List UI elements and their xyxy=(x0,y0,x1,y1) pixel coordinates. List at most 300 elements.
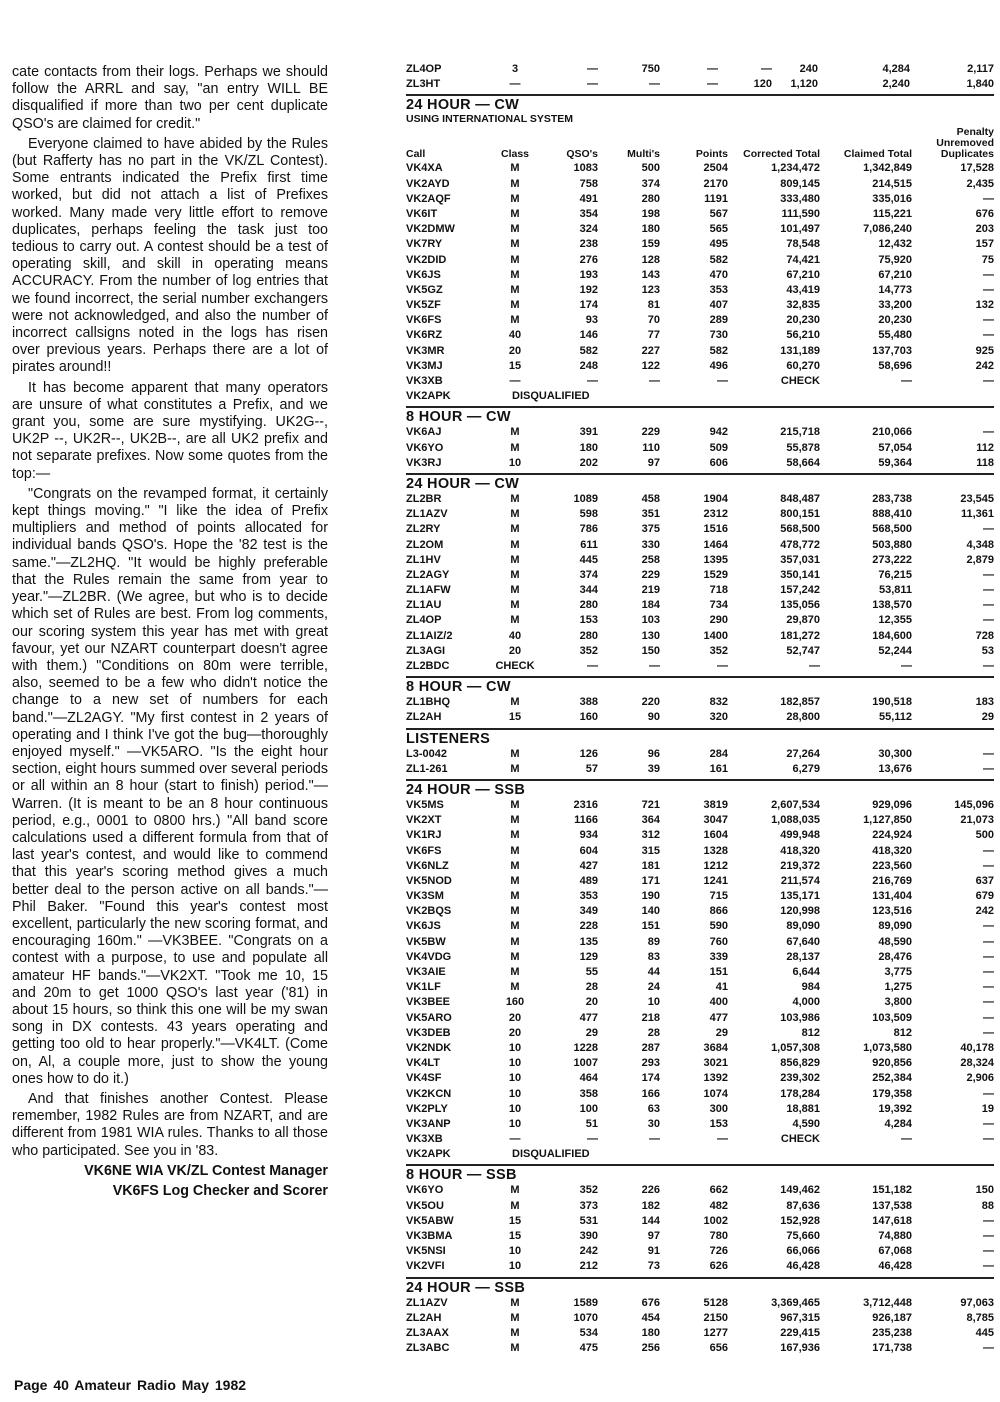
corrected-total-cell: 157,242 xyxy=(780,584,820,597)
qso-cell: 93 xyxy=(585,314,598,327)
penalty-cell: 53 xyxy=(981,644,994,657)
claimed-total-cell: 216,769 xyxy=(872,874,912,887)
claimed-total-cell: 252,384 xyxy=(872,1072,912,1085)
table-row xyxy=(406,538,994,553)
table-row xyxy=(406,237,994,252)
corrected-total-cell: 219,372 xyxy=(780,859,820,872)
points-cell: 2170 xyxy=(703,177,728,190)
table-row xyxy=(406,1071,994,1086)
corrected-total-cell: 67,640 xyxy=(786,935,820,948)
points-cell: 161 xyxy=(709,762,728,775)
class-cell: M xyxy=(510,905,520,918)
multipliers-cell: 220 xyxy=(641,696,660,709)
penalty-cell: — xyxy=(983,1011,994,1024)
section-title: 24 HOUR — SSB xyxy=(406,781,526,798)
table-row xyxy=(406,568,994,583)
column-header: Corrected Total xyxy=(743,148,820,161)
points-cell: 1392 xyxy=(703,1072,728,1085)
points-cell: 1464 xyxy=(703,538,728,551)
call-cell: VK4VDG xyxy=(406,950,452,963)
multipliers-cell: 63 xyxy=(647,1102,660,1115)
qso-cell: 160 xyxy=(579,711,598,724)
call-cell: VK5ARO xyxy=(406,1011,452,1024)
section-title: 24 HOUR — CW xyxy=(406,97,520,114)
claimed-total-cell: 59,364 xyxy=(878,456,912,469)
multipliers-cell: 110 xyxy=(642,441,660,454)
column-header: Multi's xyxy=(627,148,660,161)
points-cell: 153 xyxy=(709,1117,728,1130)
qso-cell: 786 xyxy=(579,523,598,536)
call-cell: VK2NDK xyxy=(406,1041,452,1054)
claimed-total-cell: 55,480 xyxy=(878,329,912,342)
qso-cell: 180 xyxy=(579,441,598,454)
penalty-cell: — xyxy=(983,329,994,342)
qso-cell: 374 xyxy=(579,568,598,581)
penalty-cell: — xyxy=(983,614,994,627)
corrected-total-cell: 1,057,308 xyxy=(771,1041,820,1054)
claimed-total-cell: 33,200 xyxy=(878,299,912,312)
qso-cell: 1589 xyxy=(573,1296,598,1309)
multipliers-cell: 180 xyxy=(641,1326,660,1339)
table-row xyxy=(406,161,994,176)
qso-cell: 238 xyxy=(579,238,598,251)
class-cell: M xyxy=(510,207,520,220)
penalty-cell: 23,545 xyxy=(960,492,994,505)
signature-line: VK6NE WIA VK/ZL Contest Manager xyxy=(84,1162,328,1179)
table-row xyxy=(406,995,994,1010)
claimed-total-cell: 210,066 xyxy=(872,426,912,439)
table-cell: — xyxy=(587,63,598,75)
points-cell: 482 xyxy=(709,1199,728,1212)
class-cell: 160 xyxy=(505,996,525,1009)
table-cell: ZL3HT xyxy=(406,78,441,91)
call-cell: VK2APK xyxy=(406,390,451,403)
call-cell: ZL1HV xyxy=(406,553,441,566)
penalty-cell: — xyxy=(983,283,994,296)
corrected-total-cell: 29,870 xyxy=(786,614,820,627)
call-cell: ZL3ABC xyxy=(406,1342,450,1355)
qso-cell: 598 xyxy=(579,508,598,521)
section-title: 24 HOUR — CW xyxy=(406,475,520,492)
multipliers-cell: 91 xyxy=(647,1245,660,1258)
class-cell: M xyxy=(510,523,520,536)
results-section xyxy=(406,676,994,725)
multipliers-cell: 174 xyxy=(641,1072,660,1085)
page-footer: Page 40 Amateur Radio May 1982 xyxy=(14,1377,247,1393)
corrected-total-cell: 229,415 xyxy=(780,1326,820,1339)
corrected-total-cell: 167,936 xyxy=(780,1342,820,1355)
table-cell: — xyxy=(707,78,718,91)
table-row xyxy=(406,298,994,313)
class-cell: M xyxy=(510,238,520,251)
table-row xyxy=(406,328,994,343)
table-row xyxy=(406,553,994,568)
penalty-cell: 150 xyxy=(975,1184,994,1197)
qso-cell: 100 xyxy=(579,1102,598,1115)
points-cell: 760 xyxy=(709,935,728,948)
claimed-total-cell: 131,404 xyxy=(872,890,912,903)
table-row xyxy=(406,441,994,456)
qso-cell: 611 xyxy=(580,538,598,551)
multipliers-cell: 123 xyxy=(641,283,660,296)
multipliers-cell: 103 xyxy=(641,614,660,627)
results-section xyxy=(406,473,994,674)
penalty-cell: 75 xyxy=(981,253,994,266)
class-cell: M xyxy=(510,441,520,454)
multipliers-cell: — xyxy=(649,375,660,387)
multipliers-cell: 280 xyxy=(641,192,660,205)
table-cell: — xyxy=(587,78,598,91)
class-cell: M xyxy=(510,192,520,205)
table-row xyxy=(406,1311,994,1326)
qso-cell: 354 xyxy=(579,207,598,220)
table-row xyxy=(406,644,994,659)
corrected-total-cell: 111,590 xyxy=(781,207,820,220)
penalty-cell: 637 xyxy=(975,874,994,887)
penalty-cell: 112 xyxy=(976,441,994,454)
penalty-cell: 88 xyxy=(981,1199,994,1212)
points-cell: 29 xyxy=(715,1026,728,1039)
corrected-total-cell: 46,428 xyxy=(786,1260,820,1273)
table-row xyxy=(406,456,994,471)
class-cell: M xyxy=(510,177,520,190)
call-cell: VK3AIE xyxy=(406,966,446,978)
class-cell: M xyxy=(510,920,520,933)
points-cell: 1074 xyxy=(703,1087,728,1100)
qso-cell: 352 xyxy=(579,644,598,657)
class-cell: M xyxy=(510,1342,520,1355)
qso-cell: 427 xyxy=(579,859,598,872)
column-header: Claimed Total xyxy=(843,148,912,161)
class-cell: M xyxy=(510,935,520,948)
column-header: Penalty Unremoved Duplicates xyxy=(936,126,994,161)
multipliers-cell: 721 xyxy=(641,798,660,811)
corrected-total-cell: 28,137 xyxy=(786,950,820,963)
corrected-total-cell: 149,462 xyxy=(780,1184,820,1197)
class-cell: M xyxy=(510,696,520,709)
call-cell: VK5MS xyxy=(406,798,444,811)
call-cell: VK2VFI xyxy=(406,1260,445,1273)
call-cell: VK4SF xyxy=(406,1072,442,1085)
multipliers-cell: 122 xyxy=(641,359,660,372)
call-cell: VK3BMA xyxy=(406,1230,453,1242)
qso-cell: 390 xyxy=(579,1230,598,1242)
section-title: 8 HOUR — CW xyxy=(406,679,511,696)
results-section xyxy=(406,728,994,777)
table-row xyxy=(406,522,994,537)
table-row xyxy=(406,1341,994,1356)
claimed-total-cell: 147,618 xyxy=(872,1214,912,1227)
qso-cell: 1083 xyxy=(573,162,598,175)
multipliers-cell: 70 xyxy=(647,314,660,327)
penalty-cell: 28,324 xyxy=(960,1057,994,1070)
corrected-total-cell: 152,928 xyxy=(780,1214,820,1227)
qso-cell: — xyxy=(587,660,598,672)
claimed-total-cell: 89,090 xyxy=(878,920,912,933)
points-cell: — xyxy=(717,660,728,672)
points-cell: 41 xyxy=(715,981,728,994)
claimed-total-cell: 52,244 xyxy=(878,644,912,657)
table-row xyxy=(406,344,994,359)
table-row xyxy=(406,389,994,404)
call-cell: VK3DEB xyxy=(406,1026,451,1039)
multipliers-cell: 330 xyxy=(641,538,660,551)
corrected-total-cell: 52,747 xyxy=(786,644,820,657)
points-cell: 495 xyxy=(709,238,728,251)
call-cell: VK1RJ xyxy=(406,829,442,842)
penalty-cell: — xyxy=(983,1026,994,1039)
penalty-cell: 97,063 xyxy=(960,1296,994,1309)
table-row xyxy=(406,1199,994,1214)
points-cell: 1516 xyxy=(703,523,728,536)
multipliers-cell: 374 xyxy=(641,177,660,190)
table-row xyxy=(406,283,994,298)
claimed-total-cell: 568,500 xyxy=(872,523,912,536)
points-cell: 1241 xyxy=(703,874,728,887)
multipliers-cell: 83 xyxy=(647,950,660,963)
claimed-total-cell: 4,284 xyxy=(884,1117,912,1130)
points-cell: 496 xyxy=(709,359,728,372)
table-row xyxy=(406,747,994,762)
table-row xyxy=(406,1214,994,1229)
call-cell: VK5NSI xyxy=(406,1245,446,1258)
article-paragraph: And that finishes another Contest. Please remember, 1982 Rules are from NZART, and are different from 1981 WIA rules. Thanks to all those who participated. See you in '83. xyxy=(12,1090,328,1159)
multipliers-cell: 28 xyxy=(647,1026,660,1039)
multipliers-cell: 226 xyxy=(641,1184,660,1197)
penalty-cell: 118 xyxy=(976,456,994,469)
qso-cell: 604 xyxy=(579,844,598,857)
table-row xyxy=(406,950,994,965)
call-cell: ZL2AH xyxy=(406,1311,442,1324)
table-row xyxy=(406,1183,994,1198)
points-cell: 5128 xyxy=(703,1296,728,1309)
corrected-total-cell: 182,857 xyxy=(780,696,820,709)
claimed-total-cell: 224,924 xyxy=(872,829,912,842)
table-row xyxy=(406,1296,994,1311)
penalty-cell: — xyxy=(983,935,994,948)
penalty-cell: — xyxy=(983,1087,994,1100)
qso-cell: 352 xyxy=(579,1184,598,1197)
column-header-row xyxy=(406,127,994,160)
table-row xyxy=(406,935,994,950)
penalty-cell: — xyxy=(983,1260,994,1273)
claimed-total-cell: 67,210 xyxy=(878,268,912,281)
call-cell: ZL4OP xyxy=(406,614,442,627)
table-row xyxy=(406,507,994,522)
corrected-total-cell: 1,234,472 xyxy=(771,162,820,175)
table-row xyxy=(406,425,994,440)
corrected-total-cell: 43,419 xyxy=(786,283,820,296)
penalty-cell: — xyxy=(983,1245,994,1258)
call-cell: VK5OU xyxy=(406,1199,444,1212)
points-cell: 582 xyxy=(709,253,728,266)
penalty-cell: — xyxy=(983,950,994,963)
qso-cell: 146 xyxy=(579,329,598,342)
call-cell: VK7RY xyxy=(406,238,443,251)
penalty-cell: 19 xyxy=(981,1102,994,1115)
call-cell: VK2AQF xyxy=(406,192,451,205)
call-cell: VK3BEE xyxy=(406,996,451,1009)
class-cell: 10 xyxy=(508,1117,522,1130)
claimed-total-cell: 184,600 xyxy=(872,629,912,642)
points-cell: 339 xyxy=(709,950,728,963)
corrected-total-cell: 135,171 xyxy=(780,890,820,903)
penalty-cell: 242 xyxy=(975,905,994,918)
corrected-total-cell: 18,881 xyxy=(786,1102,820,1115)
penalty-cell: 203 xyxy=(975,223,994,236)
multipliers-cell: 89 xyxy=(647,935,660,948)
class-cell: 10 xyxy=(508,456,522,469)
points-cell: 780 xyxy=(709,1230,728,1242)
call-cell: ZL1AU xyxy=(406,599,442,612)
claimed-total-cell: 929,096 xyxy=(872,798,912,811)
claimed-total-cell: 19,392 xyxy=(878,1102,912,1115)
claimed-total-cell: 76,215 xyxy=(878,568,912,581)
multipliers-cell: 140 xyxy=(641,905,660,918)
call-cell: VK2DID xyxy=(406,253,447,266)
table-row xyxy=(406,1147,994,1162)
class-cell: M xyxy=(510,829,520,842)
claimed-total-cell: 67,068 xyxy=(878,1245,912,1258)
corrected-total-cell: 2,607,534 xyxy=(771,798,820,811)
qso-cell: 1070 xyxy=(573,1311,598,1324)
penalty-cell: — xyxy=(983,1214,994,1227)
points-cell: 470 xyxy=(709,268,728,281)
multipliers-cell: 676 xyxy=(641,1296,660,1309)
article-text-column xyxy=(12,64,328,1203)
qso-cell: 475 xyxy=(579,1342,598,1355)
claimed-total-cell: 137,538 xyxy=(872,1199,912,1212)
table-cell: — xyxy=(509,78,521,91)
table-row xyxy=(406,762,994,777)
claimed-total-cell: 20,230 xyxy=(878,314,912,327)
class-cell: 10 xyxy=(508,1102,522,1115)
column-header: Points xyxy=(695,148,728,161)
table-row xyxy=(406,1011,994,1026)
multipliers-cell: 256 xyxy=(641,1342,660,1355)
penalty-cell: 145,096 xyxy=(954,798,994,811)
corrected-total-cell: 181,272 xyxy=(780,629,820,642)
penalty-cell: 17,528 xyxy=(960,162,994,175)
claimed-total-cell: 57,054 xyxy=(878,441,912,454)
multipliers-cell: 130 xyxy=(641,629,660,642)
multipliers-cell: 90 xyxy=(647,711,660,724)
penalty-cell: — xyxy=(983,660,994,672)
table-row xyxy=(406,1117,994,1132)
class-cell: 40 xyxy=(508,629,522,642)
penalty-cell: 183 xyxy=(975,696,994,709)
table-row xyxy=(406,828,994,843)
table-row xyxy=(406,798,994,813)
multipliers-cell: 227 xyxy=(641,344,660,357)
table-row xyxy=(406,695,994,710)
qso-cell: 388 xyxy=(579,696,598,709)
qso-cell: 531 xyxy=(579,1214,598,1227)
multipliers-cell: — xyxy=(649,1133,660,1146)
corrected-total-cell: 58,664 xyxy=(786,456,820,469)
points-cell: 832 xyxy=(709,696,728,709)
claimed-total-cell: 1,342,849 xyxy=(863,162,912,175)
call-cell: VK3ANP xyxy=(406,1117,451,1130)
corrected-total-cell: 131,189 xyxy=(780,344,820,357)
multipliers-cell: 364 xyxy=(641,814,660,827)
table-row xyxy=(406,1259,994,1274)
claimed-total-cell: 58,696 xyxy=(878,359,912,372)
claimed-total-cell: 55,112 xyxy=(878,711,912,724)
claimed-total-cell: 30,300 xyxy=(878,747,912,760)
multipliers-cell: 143 xyxy=(641,268,660,281)
table-row xyxy=(406,659,994,674)
table-cell: 240 xyxy=(799,63,818,75)
corrected-total-cell: 568,500 xyxy=(780,523,820,536)
qso-cell: 353 xyxy=(579,890,598,903)
call-cell: VK3RJ xyxy=(406,456,442,469)
call-cell: VK2KCN xyxy=(406,1087,452,1100)
multipliers-cell: 351 xyxy=(641,508,660,521)
class-cell: M xyxy=(510,568,520,581)
claimed-total-cell: — xyxy=(901,375,912,387)
corrected-total-cell: 215,718 xyxy=(780,426,820,439)
multipliers-cell: 287 xyxy=(641,1041,660,1054)
points-cell: 407 xyxy=(709,299,728,312)
multipliers-cell: 312 xyxy=(641,829,660,842)
table-row xyxy=(406,980,994,995)
penalty-cell: 676 xyxy=(975,207,994,220)
corrected-total-cell: 20,230 xyxy=(786,314,820,327)
penalty-cell: 2,879 xyxy=(966,553,994,566)
penalty-cell: 4,348 xyxy=(966,538,994,551)
class-cell: 10 xyxy=(508,1245,522,1258)
corrected-total-cell: CHECK xyxy=(780,375,820,387)
points-cell: 730 xyxy=(709,329,728,342)
penalty-cell: 242 xyxy=(975,359,994,372)
qso-cell: 55 xyxy=(585,966,598,978)
table-row xyxy=(406,1041,994,1056)
points-cell: 626 xyxy=(709,1260,728,1273)
corrected-total-cell: 67,210 xyxy=(786,268,820,281)
multipliers-cell: 97 xyxy=(647,456,660,469)
column-header: QSO's xyxy=(566,148,598,161)
results-section xyxy=(406,1277,994,1357)
qso-cell: 534 xyxy=(579,1326,598,1339)
qso-cell: 51 xyxy=(585,1117,598,1130)
multipliers-cell: 159 xyxy=(641,238,660,251)
call-cell: VK6NLZ xyxy=(406,859,449,872)
penalty-cell: — xyxy=(983,920,994,933)
section-title: 8 HOUR — SSB xyxy=(406,1167,517,1184)
qso-cell: 28 xyxy=(585,981,598,994)
class-cell: 20 xyxy=(508,1026,522,1039)
table-cell: 3 xyxy=(511,63,519,75)
penalty-cell: — xyxy=(983,599,994,612)
claimed-total-cell: 46,428 xyxy=(878,1260,912,1273)
class-cell: 15 xyxy=(508,359,522,372)
claimed-total-cell: 75,920 xyxy=(878,253,912,266)
class-cell: M xyxy=(510,584,520,597)
call-cell: VK4LT xyxy=(406,1057,441,1070)
table-row xyxy=(406,889,994,904)
call-cell: VK3XB xyxy=(406,1133,443,1146)
corrected-total-cell: 103,986 xyxy=(780,1011,820,1024)
points-cell: 582 xyxy=(709,344,728,357)
penalty-cell: 29 xyxy=(981,711,994,724)
qso-cell: 129 xyxy=(579,950,598,963)
call-cell: VK2APK xyxy=(406,1148,451,1161)
qso-cell: 192 xyxy=(579,283,598,296)
class-cell: M xyxy=(510,859,520,872)
penalty-cell: — xyxy=(983,1117,994,1130)
corrected-total-cell: 74,421 xyxy=(786,253,820,266)
